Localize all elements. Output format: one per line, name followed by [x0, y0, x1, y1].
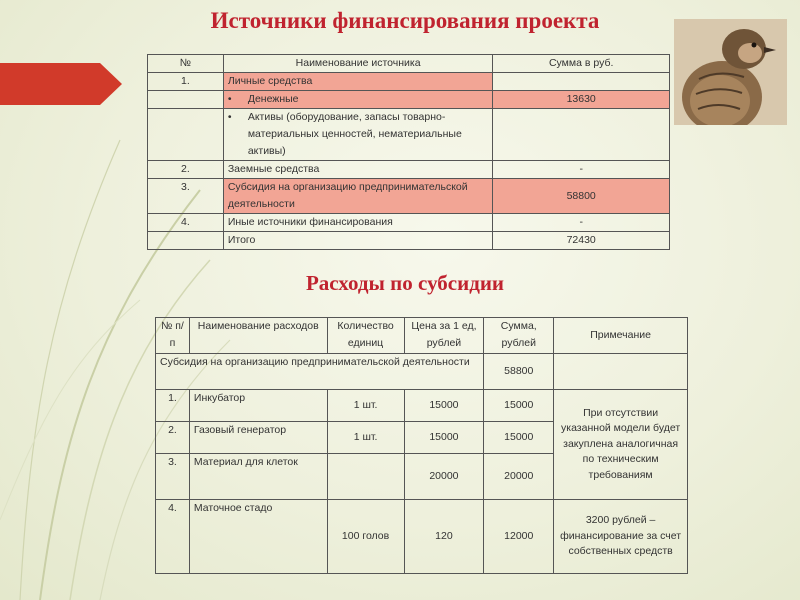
table-row: [148, 109, 670, 161]
header-num: №: [148, 55, 224, 73]
note-last: 3200 рублей – финансирование за счет собственных средств: [554, 500, 688, 574]
row-name: Инкубатор: [189, 390, 327, 422]
total-label: Итого: [223, 232, 493, 250]
row-num: [148, 109, 224, 161]
row-qty: 1 шт.: [327, 390, 404, 422]
subsidy-sum: 58800: [484, 354, 554, 390]
table-row: [156, 500, 688, 574]
note-main: При отсутствии указанной модели будет закуплена аналогичная по техническим требованиям: [554, 390, 688, 500]
table-row: [148, 161, 670, 179]
row-name: Материал для клеток: [189, 454, 327, 500]
row-num: [148, 91, 224, 109]
bullet: •: [227, 93, 232, 105]
row-name: [223, 91, 493, 109]
table-row: [148, 179, 670, 214]
row-name-text: Денежные: [247, 93, 299, 105]
header-price: Цена за 1 ед, рублей: [404, 318, 484, 354]
header-name: Наименование источника: [223, 55, 493, 73]
row-sum: 58800: [493, 179, 670, 214]
total-row: [148, 232, 670, 250]
red-arrow-shape: [0, 63, 122, 105]
row-name: Личные средства: [223, 73, 493, 91]
table-row: [148, 91, 670, 109]
row-sum: [493, 73, 670, 91]
row-num: 4.: [156, 500, 190, 574]
row-name: [223, 109, 493, 161]
header-num: № п/п: [156, 318, 190, 354]
row-name: Субсидия на организацию предпринимательской деятельности: [223, 179, 493, 214]
row-sum: 15000: [484, 390, 554, 422]
row-qty: [327, 454, 404, 500]
funding-header-row: [148, 55, 670, 73]
row-name-text: Активы (оборудование, запасы товарно-материальных ценностей, нематериальные активы): [247, 111, 462, 157]
row-sum: -: [493, 214, 670, 232]
row-sum: 15000: [484, 422, 554, 454]
row-price: 15000: [404, 390, 484, 422]
bullet: •: [227, 111, 232, 123]
header-sum: Сумма, рублей: [484, 318, 554, 354]
row-price: 15000: [404, 422, 484, 454]
row-num: 3.: [148, 179, 224, 214]
row-num: 1.: [148, 73, 224, 91]
table-row: [156, 390, 688, 422]
header-sum: Сумма в руб.: [493, 55, 670, 73]
row-num: 1.: [156, 390, 190, 422]
row-sum: -: [493, 161, 670, 179]
row-price: 120: [404, 500, 484, 574]
expenses-title: Расходы по субсидии: [305, 271, 505, 295]
row-num: 2.: [148, 161, 224, 179]
row-price: 20000: [404, 454, 484, 500]
row-sum: [493, 109, 670, 161]
row-sum: 13630: [493, 91, 670, 109]
expenses-table: [155, 317, 688, 574]
row-num: [148, 232, 224, 250]
row-num: 4.: [148, 214, 224, 232]
row-num: 3.: [156, 454, 190, 500]
row-name: Иные источники финансирования: [223, 214, 493, 232]
subsidy-label: Субсидия на организацию предпринимательской деятельности: [156, 354, 484, 390]
row-num: 2.: [156, 422, 190, 454]
row-name: Заемные средства: [223, 161, 493, 179]
row-sum: 12000: [484, 500, 554, 574]
quail-photo: [674, 19, 787, 125]
header-qty: Количество единиц: [327, 318, 404, 354]
row-qty: 1 шт.: [327, 422, 404, 454]
funding-title: Источники финансирования проекта: [210, 8, 600, 33]
subsidy-row: [156, 354, 688, 390]
subsidy-note: [554, 354, 688, 390]
funding-table: [147, 54, 670, 250]
row-qty: 100 голов: [327, 500, 404, 574]
total-sum: 72430: [493, 232, 670, 250]
row-sum: 20000: [484, 454, 554, 500]
expenses-header-row: [156, 318, 688, 354]
table-row: [148, 73, 670, 91]
header-name: Наименование расходов: [189, 318, 327, 354]
table-row: [148, 214, 670, 232]
row-name: Маточное стадо: [189, 500, 327, 574]
header-note: Примечание: [554, 318, 688, 354]
row-name: Газовый генератор: [189, 422, 327, 454]
